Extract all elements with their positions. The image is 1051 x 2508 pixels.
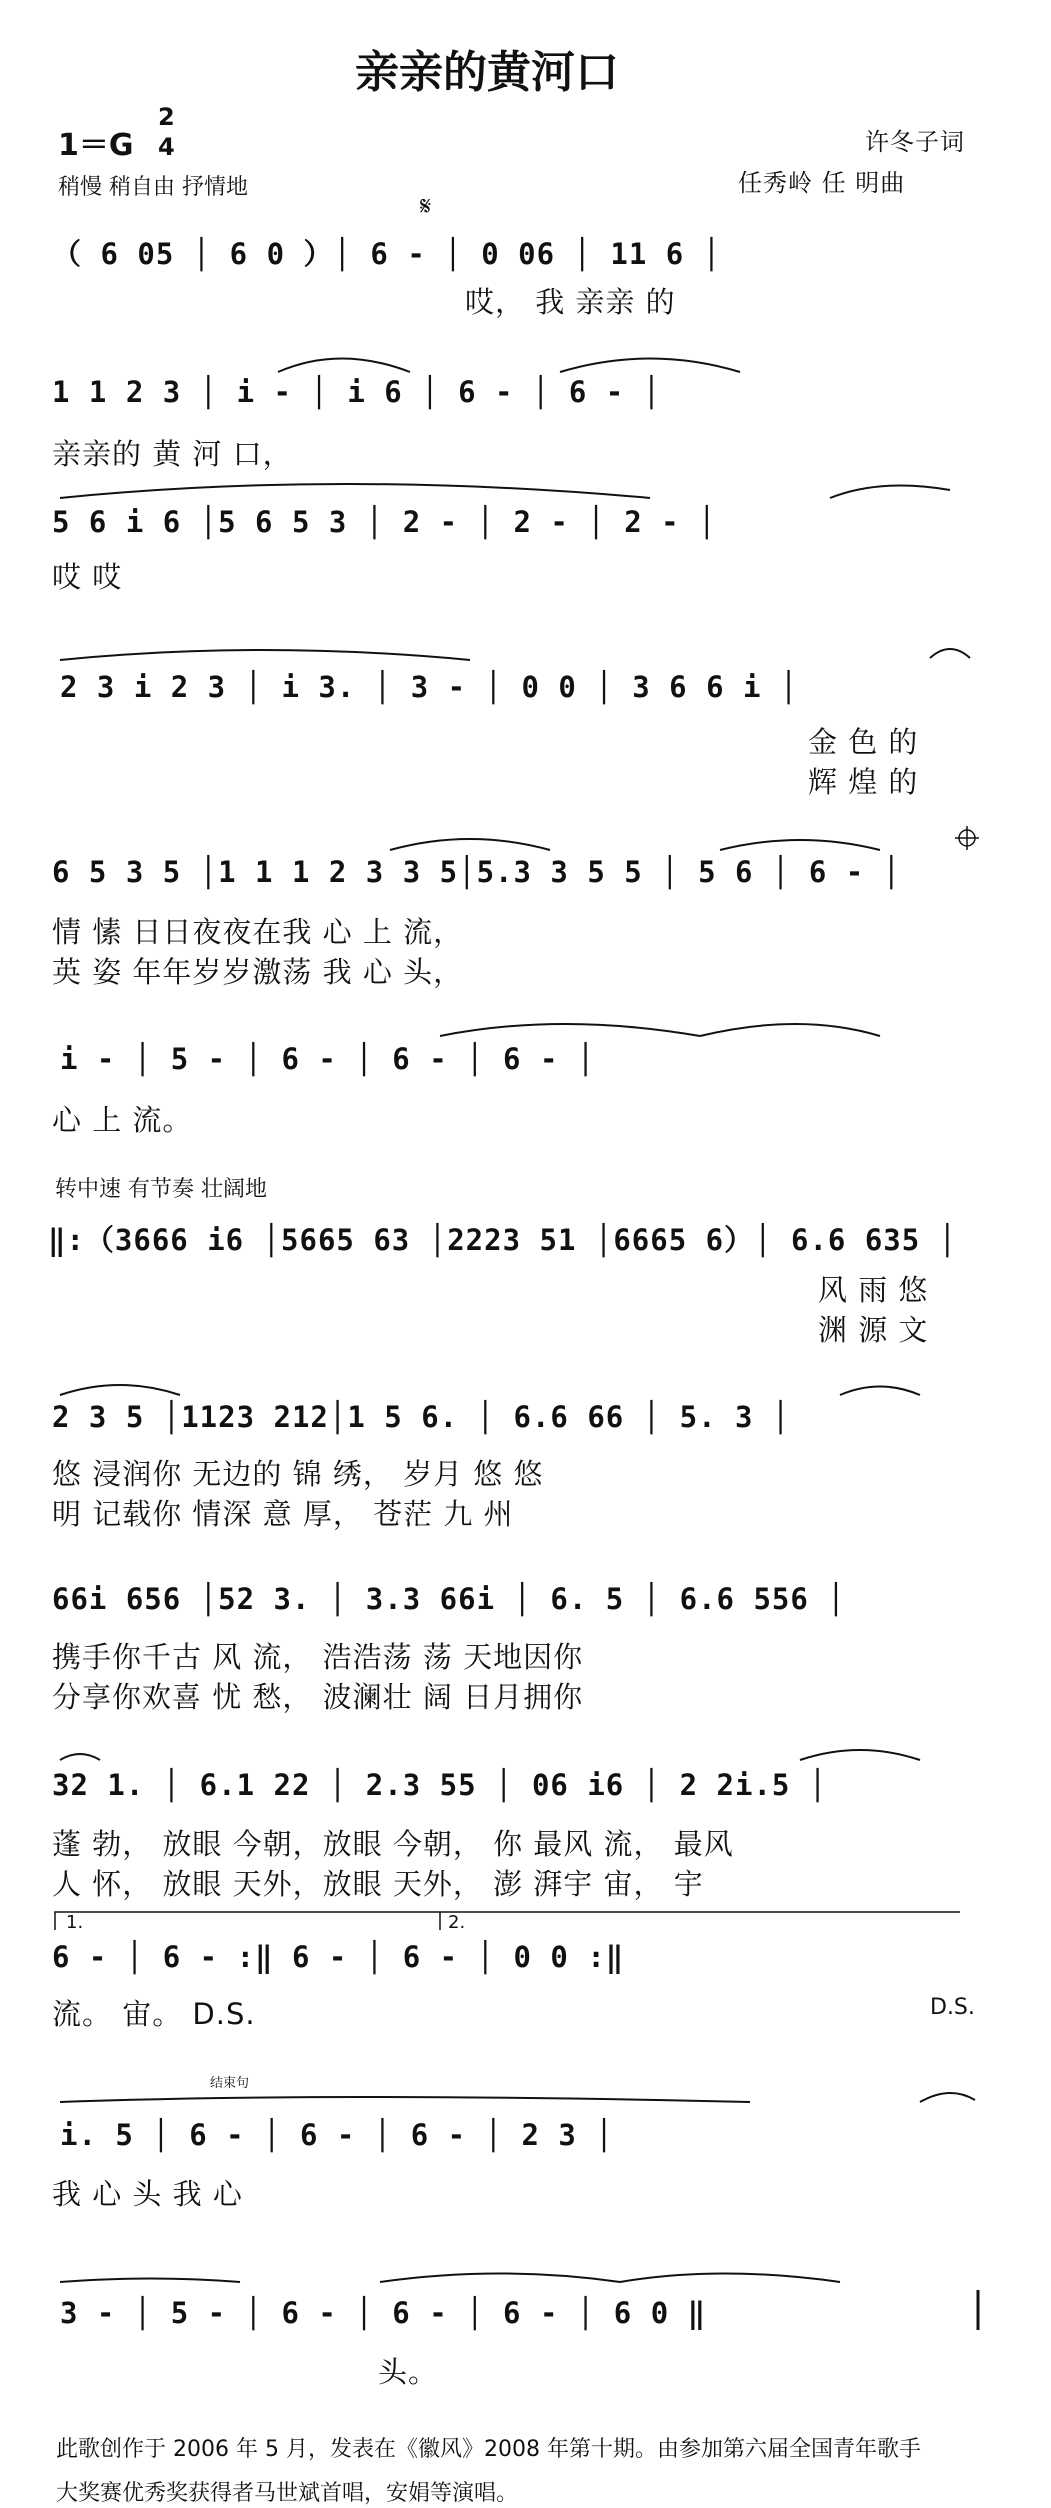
slur [60, 1385, 180, 1395]
slur [60, 2097, 750, 2102]
system-12-notes: i. 5 │ 6 - │ 6 - │ 6 - │ 2 3 │ [60, 2118, 614, 2152]
slur [930, 649, 970, 658]
system-8-notes: 2 3 5 │1123 212│1 5 6. │ 6.6 66 │ 5. 3 │ [52, 1400, 791, 1434]
system-13-notes: 3 - │ 5 - │ 6 - │ 6 - │ 6 - │ 6 0 ‖ [60, 2296, 707, 2330]
coda-sign [955, 826, 979, 850]
system-4-notes: 2 3 i 2 3 │ i 3. │ 3 - │ 0 0 │ 3 6 6 i │ [60, 670, 799, 704]
slur [278, 359, 410, 373]
slur [720, 840, 880, 850]
system-10-lyrics-verse-2: 人 怀， 放眼 天外，放眼 天外， 澎 湃宇 宙， 宇 [52, 1867, 704, 1901]
system-4-lyrics-verse-2: 辉 煌 的 [808, 765, 919, 799]
system-7-notes: ‖:（3666 i6 │5665 63 │2223 51 │6665 6）│ 6.6 635 │ [48, 1223, 958, 1257]
coda-label: 结束句 [210, 2076, 250, 2091]
slur [380, 2274, 620, 2283]
system-10-notes: 32 1. │ 6.1 22 │ 2.3 55 │ 06 i6 │ 2 2i.5 │ [52, 1768, 828, 1802]
system-8-lyrics-verse-2: 明 记载你 情深 意 厚， 苍茫 九 州 [52, 1497, 514, 1531]
system-2-lyrics: 亲亲的 黄 河 口， [52, 437, 293, 471]
slur [440, 1024, 700, 1036]
slur [60, 484, 650, 498]
system-4-lyrics-verse-1: 金 色 的 [808, 725, 919, 759]
system-9-lyrics-verse-1: 携手你千古 风 流， 浩浩荡 荡 天地因你 [52, 1640, 584, 1674]
lyricist: 许冬子词 [865, 128, 965, 156]
slur [840, 1387, 920, 1396]
second-ending-bracket [440, 1912, 960, 1930]
system-1-lyrics: 哎， 我 亲亲 的 [465, 285, 676, 319]
slur [920, 2093, 975, 2102]
system-5-lyrics-verse-2: 英 姿 年年岁岁激荡 我 心 头， [52, 955, 464, 989]
tempo-marking: 稍慢 稍自由 抒情地 [58, 175, 248, 200]
segno-mark: 𝄋 [420, 192, 432, 222]
slur [800, 1750, 920, 1760]
system-3-lyrics: 哎 哎 [52, 560, 123, 594]
slur [60, 2279, 240, 2283]
system-9-lyrics-verse-2: 分享你欢喜 忧 愁， 波澜壮 阔 日月拥你 [52, 1680, 584, 1714]
footer-note-line-2: 大奖赛优秀奖获得者马世斌首唱，安娟等演唱。 [56, 2481, 519, 2506]
system-6-lyrics: 心 上 流。 [52, 1103, 193, 1137]
system-12-lyrics: 我 心 头 我 心 [52, 2177, 243, 2211]
system-11-notes: 6 - │ 6 - :‖ 6 - │ 6 - │ 0 0 :‖ [52, 1940, 625, 1974]
first-ending-mark: 1. [66, 1912, 84, 1933]
system-2-notes: 1 1 2 3 │ i - │ i 6 │ 6 - │ 6 - │ [52, 375, 662, 409]
slur [620, 2274, 840, 2283]
slur [560, 359, 740, 373]
system-13-lyrics: 头。 [378, 2355, 439, 2389]
system-10-lyrics-verse-1: 蓬 勃， 放眼 今朝，放眼 今朝， 你 最风 流， 最风 [52, 1827, 734, 1861]
system-8-lyrics-verse-1: 悠 浸润你 无边的 锦 绣， 岁月 悠 悠 [52, 1457, 544, 1491]
slur [60, 650, 470, 660]
time-signature-bottom: 4 [158, 133, 175, 161]
slur [700, 1024, 880, 1036]
system-3-notes: 5 6 i 6 │5 6 5 3 │ 2 - │ 2 - │ 2 - │ [52, 505, 717, 539]
composer: 任秀岭 任 明曲 [738, 169, 906, 197]
tempo-change-marking: 转中速 有节奏 壮阔地 [55, 1177, 267, 1202]
system-7-lyrics-verse-2: 渊 源 文 [818, 1313, 929, 1347]
slur [390, 839, 550, 850]
second-ending-mark: 2. [448, 1912, 466, 1933]
system-9-notes: 66i 656 │52 3. │ 3.3 66i │ 6. 5 │ 6.6 556 │ [52, 1582, 846, 1616]
system-11-lyrics: 流。 宙。 D.S. [52, 1997, 256, 2031]
time-signature-top: 2 [158, 103, 175, 131]
slur [830, 486, 950, 499]
system-7-lyrics-verse-1: 风 雨 悠 [818, 1273, 929, 1307]
page-title: 亲亲的黄河口 [355, 47, 619, 98]
ending-brackets [55, 1912, 960, 1930]
system-5-notes: 6 5 3 5 │1 1 1 2 3 3 5│5.3 3 5 5 │ 5 6 │ 6 - │ [52, 855, 902, 889]
ds-mark: D.S. [930, 1995, 975, 2020]
system-6-notes: i - │ 5 - │ 6 - │ 6 - │ 6 - │ [60, 1042, 596, 1076]
first-ending-bracket [55, 1912, 440, 1930]
slur [60, 1754, 100, 1760]
footer-note-line-1: 此歌创作于 2006 年 5 月，发表在《徽风》2008 年第十期。由参加第六届全国青年歌手 [56, 2437, 921, 2462]
key-signature: 1＝G [58, 128, 134, 163]
system-5-lyrics-verse-1: 情 愫 日日夜夜在我 心 上 流， [52, 915, 464, 949]
system-1-notes: （ 6 05 │ 6 0 ）│ 6 - │ 0 06 │ 11 6 │ [52, 237, 722, 271]
